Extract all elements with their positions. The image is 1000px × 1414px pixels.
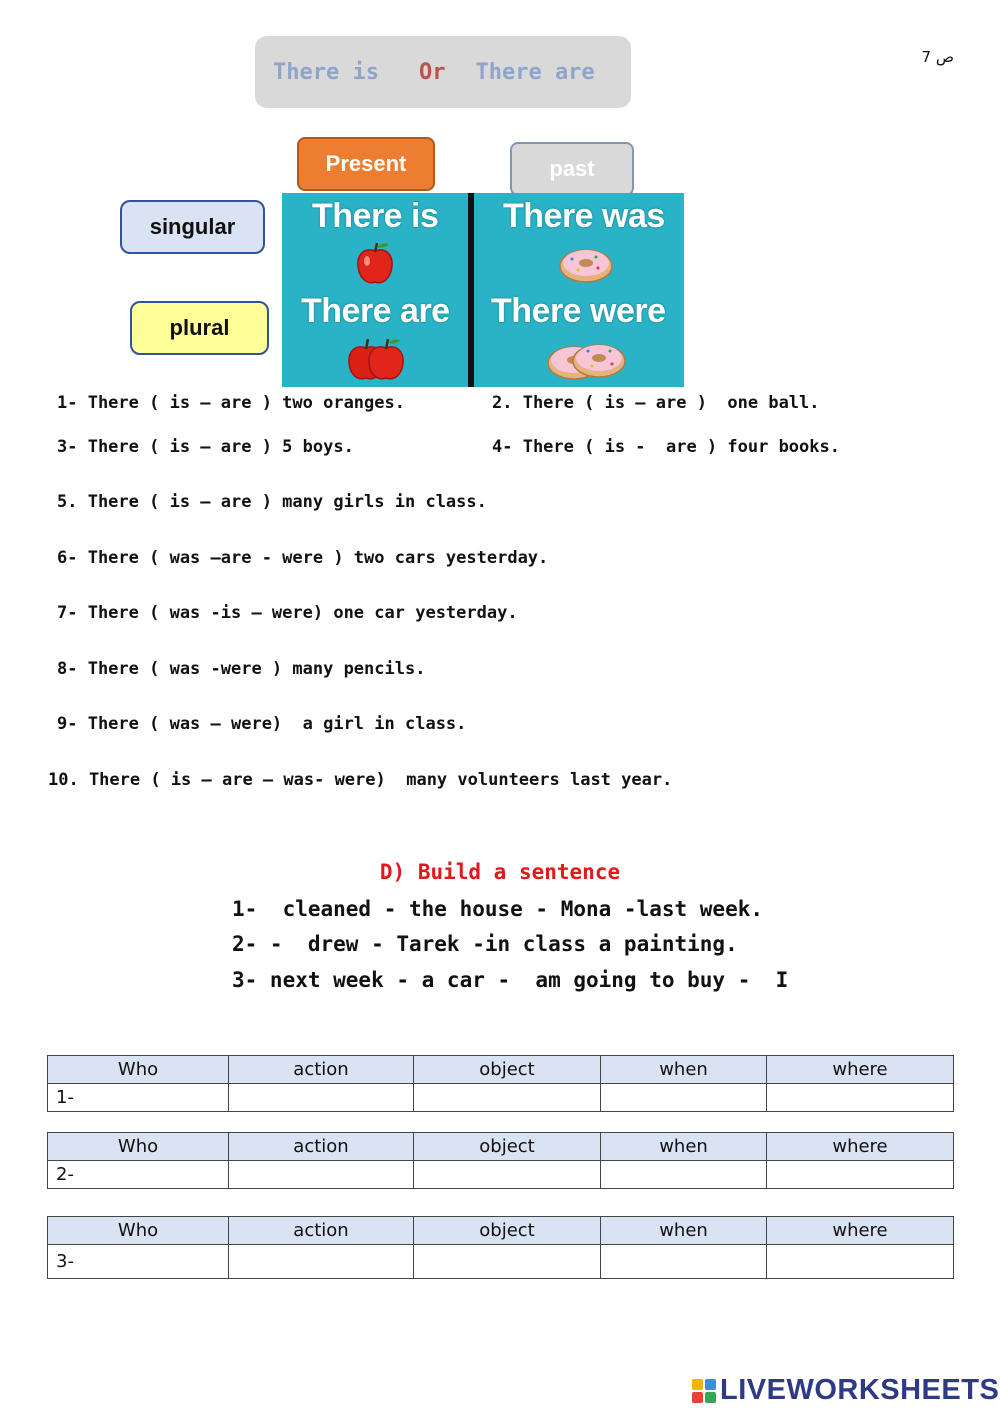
header-action: action [229, 1056, 414, 1084]
panel-divider [468, 193, 474, 387]
sentence-table-1 [47, 1055, 954, 1112]
header-where: where [767, 1056, 954, 1084]
header-action: action [229, 1133, 414, 1161]
header-who: Who [48, 1217, 229, 1245]
answer-where-cell[interactable] [767, 1161, 954, 1189]
exercise-item-5: 5. There ( is – are ) many girls in class. [57, 492, 487, 512]
title-or: Or [418, 59, 446, 85]
sentence-table-2 [47, 1132, 954, 1189]
exercise-item-1: 1- There ( is – are ) two oranges. [57, 393, 405, 413]
answer-when-cell[interactable] [601, 1161, 767, 1189]
header-object: object [414, 1056, 601, 1084]
present-plural-text: There are [301, 292, 450, 330]
answer-when-cell[interactable] [601, 1084, 767, 1112]
liveworksheets-logo-icon [692, 1379, 716, 1403]
exercise-item-2: 2. There ( is – are ) one ball. [492, 393, 820, 413]
header-when: when [601, 1217, 767, 1245]
answer-who-cell[interactable]: 1- [48, 1084, 229, 1112]
build-line-3: 3- next week - a car - am going to buy - I [232, 968, 789, 992]
exercise-item-7: 7- There ( was -is – were) one car yesterday. [57, 603, 518, 623]
page-number: ص 7 [921, 48, 954, 66]
header-where: where [767, 1217, 954, 1245]
exercise-item-6: 6- There ( was –are - were ) two cars yesterday. [57, 548, 549, 568]
grammar-panel [282, 193, 684, 387]
past-plural-text: There were [491, 292, 666, 330]
answer-object-cell[interactable] [414, 1084, 601, 1112]
exercise-item-3: 3- There ( is – are ) 5 boys. [57, 437, 354, 457]
exercise-item-4: 4- There ( is - are ) four books. [492, 437, 840, 457]
present-label: Present [297, 137, 435, 191]
header-action: action [229, 1217, 414, 1245]
two-donuts-icon [544, 337, 628, 383]
build-sentence-title: D) Build a sentence [379, 860, 621, 884]
exercise-item-9: 9- There ( was – were) a girl in class. [57, 714, 467, 734]
header-when: when [601, 1133, 767, 1161]
present-singular-text: There is [312, 197, 439, 235]
answer-action-cell[interactable] [229, 1084, 414, 1112]
build-line-1: 1- cleaned - the house - Mona -last week. [232, 897, 764, 921]
exercise-item-10: 10. There ( is – are – was- were) many volunteers last year. [48, 770, 673, 790]
build-line-2: 2- - drew - Tarek -in class a painting. [232, 932, 738, 956]
header-where: where [767, 1133, 954, 1161]
sentence-table-3 [47, 1216, 954, 1279]
answer-object-cell[interactable] [414, 1245, 601, 1279]
answer-when-cell[interactable] [601, 1245, 767, 1279]
header-when: when [601, 1056, 767, 1084]
answer-action-cell[interactable] [229, 1245, 414, 1279]
answer-action-cell[interactable] [229, 1161, 414, 1189]
answer-object-cell[interactable] [414, 1161, 601, 1189]
header-who: Who [48, 1133, 229, 1161]
answer-where-cell[interactable] [767, 1245, 954, 1279]
header-who: Who [48, 1056, 229, 1084]
donut-icon [558, 244, 614, 284]
two-apples-icon [344, 336, 408, 382]
title-part-2: There are [475, 59, 595, 85]
plural-label: plural [130, 301, 269, 355]
apple-icon [354, 241, 396, 287]
answer-who-cell[interactable]: 3- [48, 1245, 229, 1279]
header-object: object [414, 1217, 601, 1245]
title-part-1: There is [273, 59, 379, 85]
worksheet-title [255, 36, 631, 108]
past-singular-text: There was [503, 197, 665, 235]
header-object: object [414, 1133, 601, 1161]
past-label: past [510, 142, 634, 196]
liveworksheets-logo[interactable] [692, 1374, 999, 1407]
singular-label: singular [120, 200, 265, 254]
answer-where-cell[interactable] [767, 1084, 954, 1112]
logo-text: LIVEWORKSHEETS [720, 1374, 1000, 1406]
exercise-item-8: 8- There ( was -were ) many pencils. [57, 659, 426, 679]
answer-who-cell[interactable]: 2- [48, 1161, 229, 1189]
